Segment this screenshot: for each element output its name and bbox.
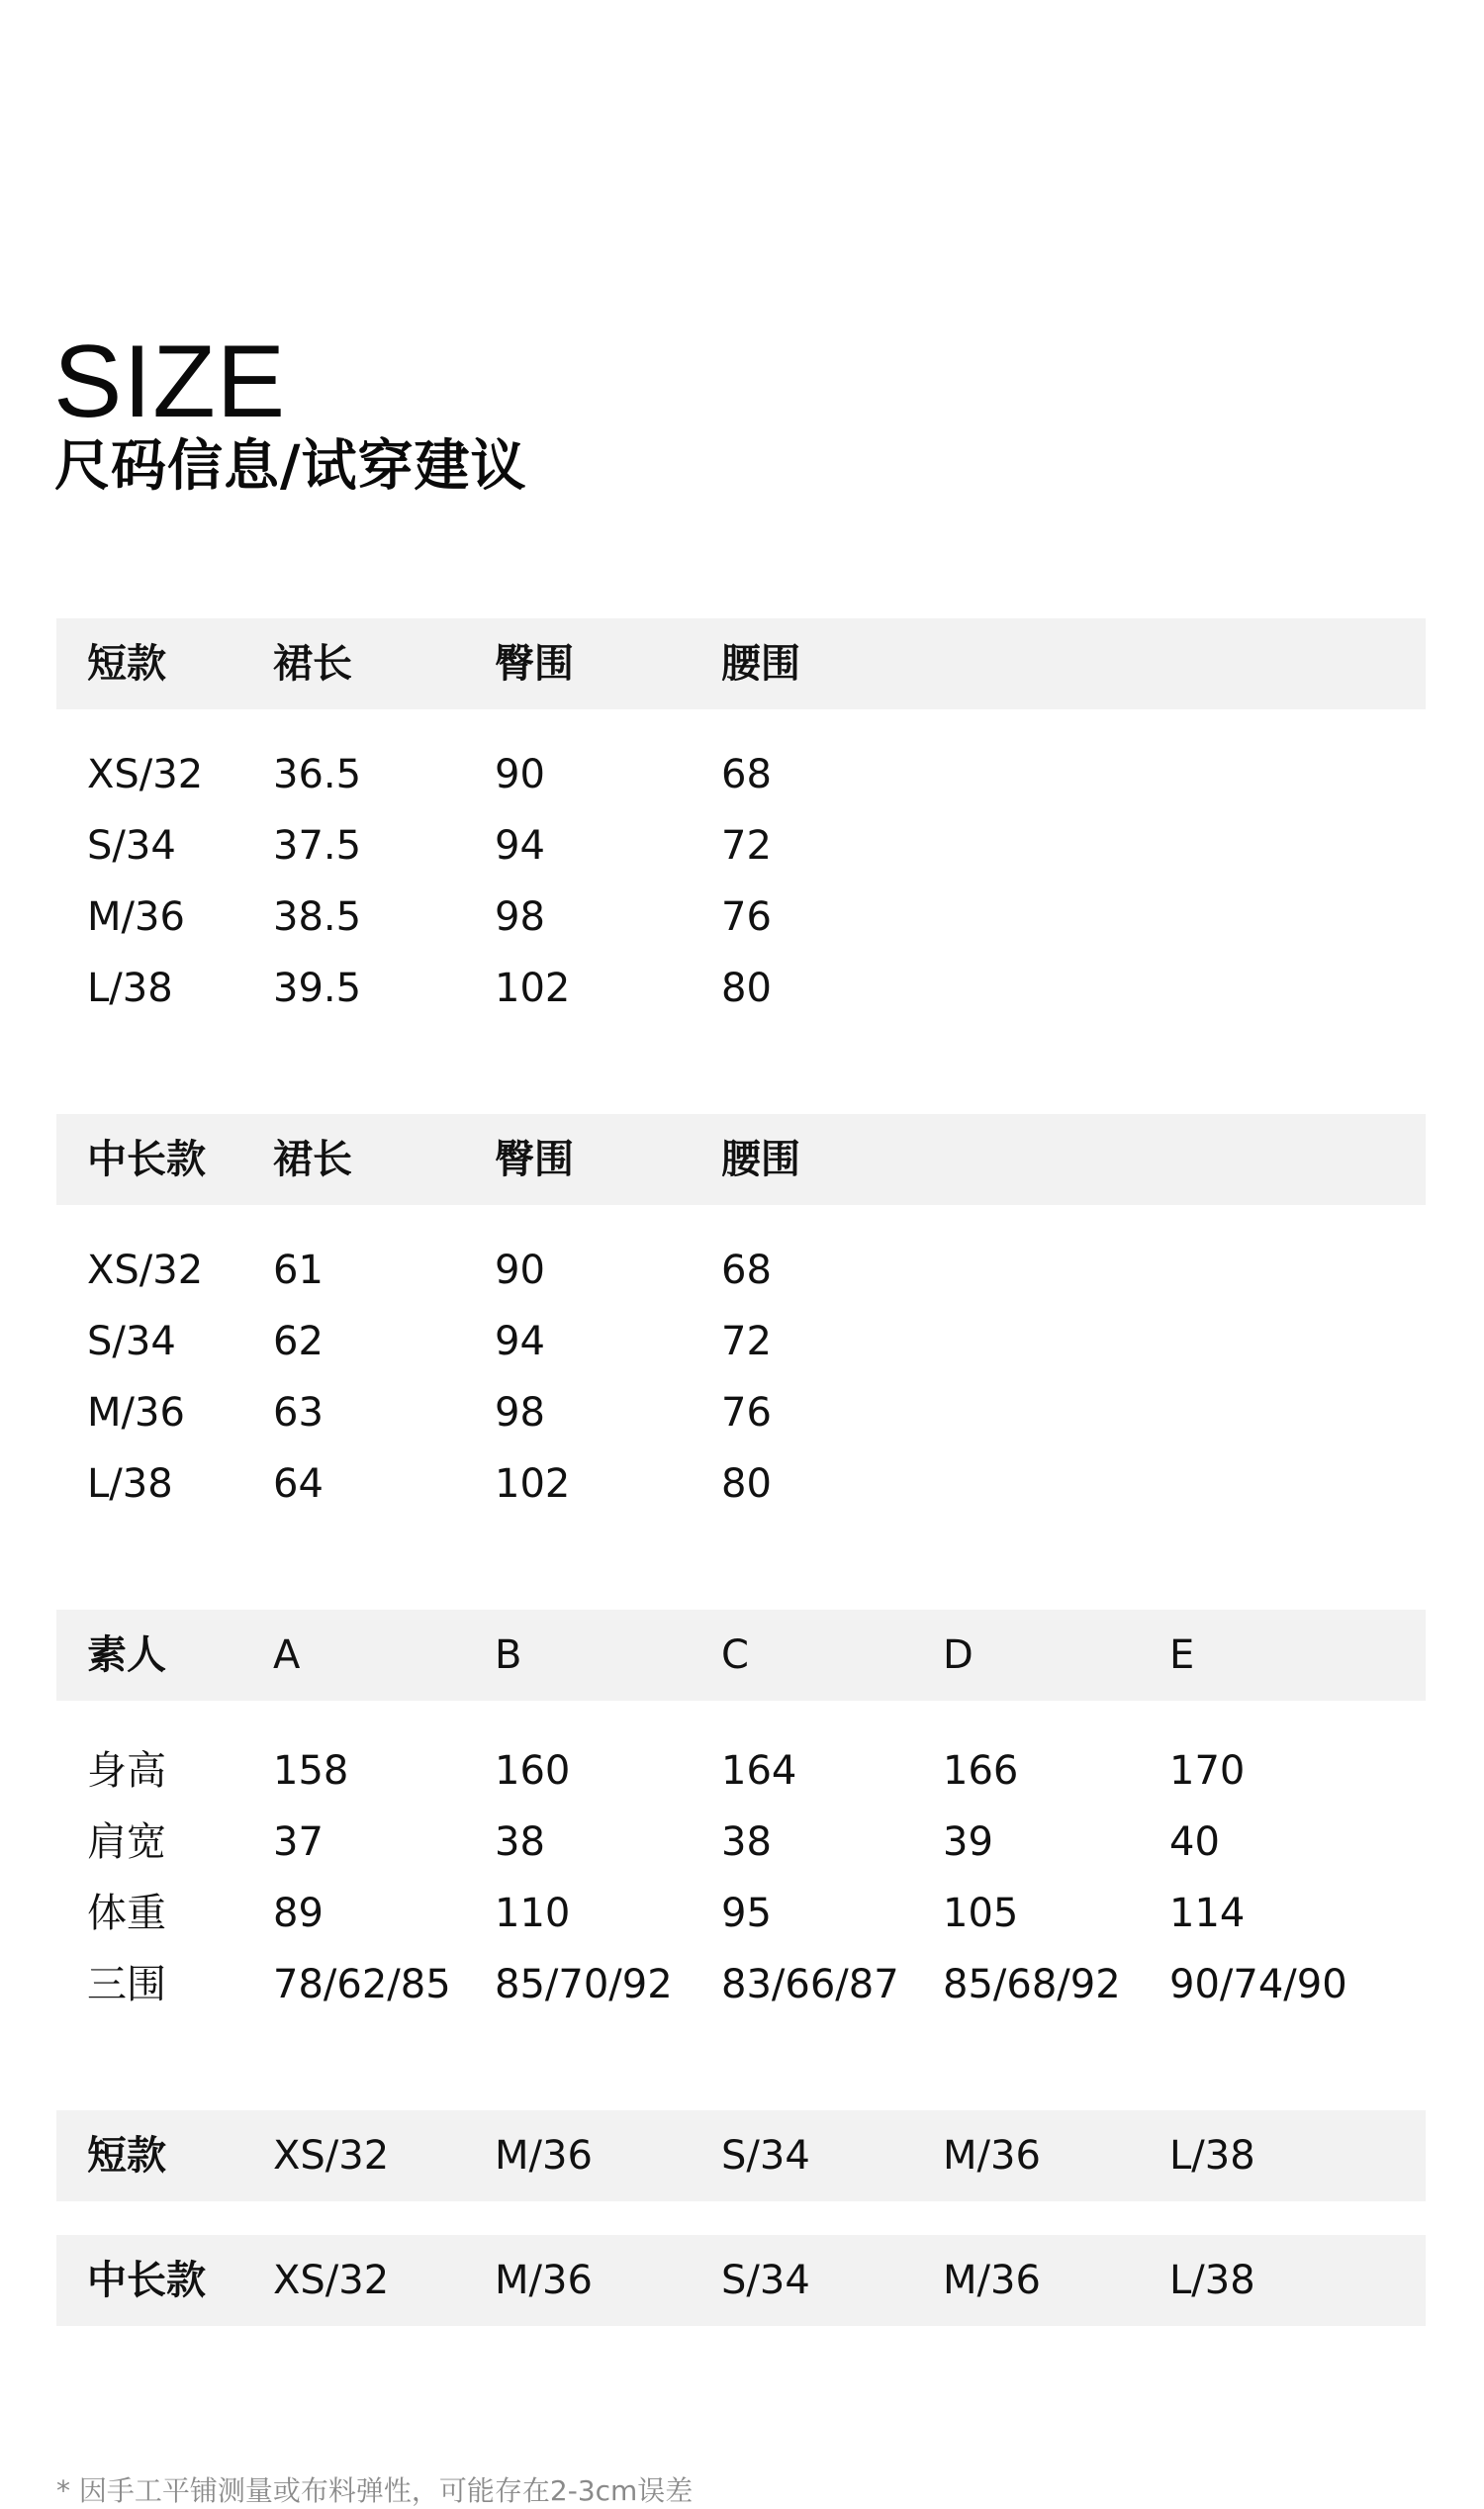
value-cell: 166 xyxy=(943,1748,1019,1794)
size-cell: L/38 xyxy=(87,1461,173,1507)
header-cell-model-e: E xyxy=(1169,1632,1195,1678)
page-title: SIZE xyxy=(53,325,287,439)
waist-cell: 72 xyxy=(721,823,772,869)
waist-cell: 68 xyxy=(721,1248,772,1293)
value-cell: 90/74/90 xyxy=(1169,1962,1347,2007)
recommendation-row-short xyxy=(56,2110,1426,2201)
page-subtitle: 尺码信息/试穿建议 xyxy=(54,434,527,499)
value-cell: 39 xyxy=(943,1819,993,1865)
value-cell: 164 xyxy=(721,1748,797,1794)
hip-cell: 102 xyxy=(495,966,571,1011)
recommended-size: M/36 xyxy=(943,2133,1041,2179)
waist-cell: 80 xyxy=(721,1461,772,1507)
measurement-disclaimer: * 因手工平铺测量或布料弹性，可能存在2-3cm误差 xyxy=(56,2474,694,2507)
value-cell: 83/66/87 xyxy=(721,1962,899,2007)
header-cell-model: 素人 xyxy=(87,1632,166,1678)
value-cell: 114 xyxy=(1169,1891,1246,1936)
recommended-size: XS/32 xyxy=(273,2133,390,2179)
header-cell-length: 裙长 xyxy=(273,641,352,687)
length-cell: 63 xyxy=(273,1390,324,1436)
size-cell: S/34 xyxy=(87,823,176,869)
recommended-size: M/36 xyxy=(943,2258,1041,2303)
recommended-size: L/38 xyxy=(1169,2133,1255,2179)
value-cell: 95 xyxy=(721,1891,772,1936)
value-cell: 110 xyxy=(495,1891,571,1936)
recommendation-row-midi xyxy=(56,2235,1426,2326)
waist-cell: 72 xyxy=(721,1319,772,1364)
waist-cell: 68 xyxy=(721,752,772,797)
value-cell: 158 xyxy=(273,1748,349,1794)
length-cell: 38.5 xyxy=(273,894,362,940)
length-cell: 64 xyxy=(273,1461,324,1507)
waist-cell: 76 xyxy=(721,1390,772,1436)
length-cell: 36.5 xyxy=(273,752,362,797)
value-cell: 160 xyxy=(495,1748,571,1794)
value-cell: 38 xyxy=(495,1819,545,1865)
header-cell-hip: 臀围 xyxy=(495,1137,574,1182)
hip-cell: 98 xyxy=(495,894,545,940)
recommended-size: M/36 xyxy=(495,2258,593,2303)
hip-cell: 90 xyxy=(495,752,545,797)
header-cell-hip: 臀围 xyxy=(495,641,574,687)
value-cell: 85/70/92 xyxy=(495,1962,673,2007)
hip-cell: 98 xyxy=(495,1390,545,1436)
length-cell: 61 xyxy=(273,1248,324,1293)
size-cell: M/36 xyxy=(87,1390,185,1436)
recommended-size: S/34 xyxy=(721,2258,810,2303)
hip-cell: 94 xyxy=(495,1319,545,1364)
header-cell-style: 中长款 xyxy=(87,1137,206,1182)
header-cell-waist: 腰围 xyxy=(721,641,800,687)
header-cell-model-b: B xyxy=(495,1632,522,1678)
table-header-row xyxy=(56,618,1426,709)
value-cell: 89 xyxy=(273,1891,324,1936)
waist-cell: 80 xyxy=(721,966,772,1011)
header-cell-length: 裙长 xyxy=(273,1137,352,1182)
size-cell: M/36 xyxy=(87,894,185,940)
hip-cell: 94 xyxy=(495,823,545,869)
hip-cell: 90 xyxy=(495,1248,545,1293)
value-cell: 85/68/92 xyxy=(943,1962,1121,2007)
waist-cell: 76 xyxy=(721,894,772,940)
header-cell-model-c: C xyxy=(721,1632,749,1678)
length-cell: 39.5 xyxy=(273,966,362,1011)
hip-cell: 102 xyxy=(495,1461,571,1507)
row-label: 身高 xyxy=(87,1748,166,1794)
size-cell: L/38 xyxy=(87,966,173,1011)
header-cell-model-d: D xyxy=(943,1632,974,1678)
recommended-size: XS/32 xyxy=(273,2258,390,2303)
value-cell: 38 xyxy=(721,1819,772,1865)
value-cell: 40 xyxy=(1169,1819,1220,1865)
table-header-row xyxy=(56,1610,1426,1701)
row-label: 三围 xyxy=(87,1962,166,2007)
row-label: 肩宽 xyxy=(87,1819,166,1865)
recommended-size: S/34 xyxy=(721,2133,810,2179)
length-cell: 62 xyxy=(273,1319,324,1364)
header-cell-waist: 腰围 xyxy=(721,1137,800,1182)
recommendation-label: 中长款 xyxy=(87,2258,206,2303)
value-cell: 105 xyxy=(943,1891,1019,1936)
value-cell: 170 xyxy=(1169,1748,1246,1794)
header-cell-style: 短款 xyxy=(87,641,166,687)
size-cell: XS/32 xyxy=(87,752,204,797)
recommended-size: L/38 xyxy=(1169,2258,1255,2303)
header-cell-model-a: A xyxy=(273,1632,301,1678)
recommended-size: M/36 xyxy=(495,2133,593,2179)
size-cell: S/34 xyxy=(87,1319,176,1364)
size-cell: XS/32 xyxy=(87,1248,204,1293)
table-header-row xyxy=(56,1114,1426,1205)
row-label: 体重 xyxy=(87,1891,166,1936)
length-cell: 37.5 xyxy=(273,823,362,869)
value-cell: 78/62/85 xyxy=(273,1962,451,2007)
value-cell: 37 xyxy=(273,1819,324,1865)
recommendation-label: 短款 xyxy=(87,2133,166,2179)
